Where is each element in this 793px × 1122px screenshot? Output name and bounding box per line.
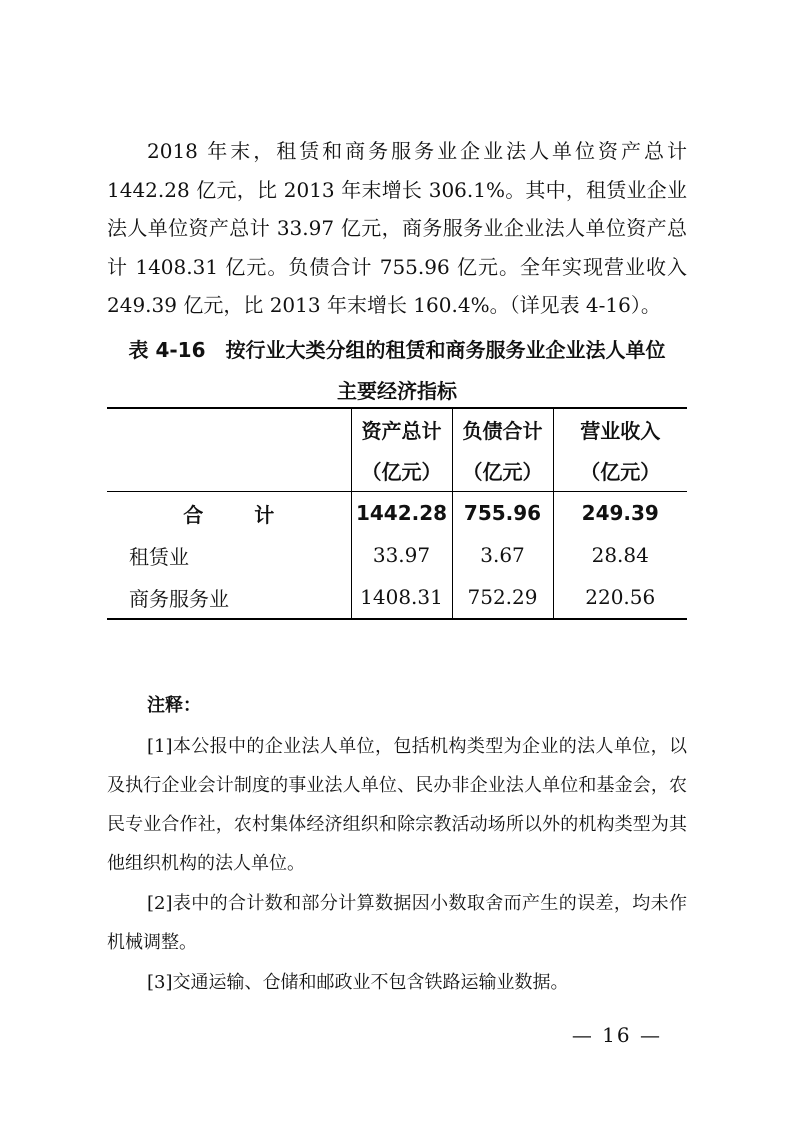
table-row-total	[107, 492, 687, 535]
table-row-leasing	[107, 534, 687, 576]
note-item-3: [3]交通运输、仓储和邮政业不包含铁路运输业数据。	[147, 972, 569, 993]
header-liabilities: 负债合计	[452, 408, 553, 450]
intro-paragraph: 2018 年末，租赁和商务服务业企业法人单位资产总计 1442.28 亿元，比 2013 年末增长 306.1%。其中，租赁业企业法人单位资产总计 33.97 亿元，商务服务业企业法人单位资产总计 1408.31 亿元。负债合计 755.96 亿元。全年实现营业收入 249.39 亿元，比 2013 年末增长 160.4%。（详见表 4-16）。	[107, 139, 687, 317]
unit-revenue: （亿元）	[553, 450, 687, 492]
unit-liabilities: （亿元）	[452, 450, 553, 492]
row-label-total: 合 计	[107, 492, 351, 535]
cell-total-liabilities: 755.96	[452, 492, 553, 535]
cell-leasing-assets: 33.97	[351, 534, 452, 576]
notes-heading: 注释：	[147, 695, 201, 716]
table-title-line2: 主要经济指标	[337, 379, 457, 403]
note-item-2: [2]表中的合计数和部分计算数据因小数取舍而产生的误差，均未作机械调整。	[107, 893, 687, 953]
header-corner-cell	[107, 408, 351, 450]
cell-total-revenue: 249.39	[553, 492, 687, 535]
cell-business-liabilities: 752.29	[452, 576, 553, 619]
row-label-leasing: 租赁业	[129, 544, 189, 569]
table-unit-row	[107, 450, 687, 492]
note-item-1: [1]本公报中的企业法人单位，包括机构类型为企业的法人单位，以及执行企业会计制度的事业法人单位、民办非企业法人单位和基金会，农民专业合作社，农村集体经济组织和除宗教活动场所以外的机构类型为其他组织机构的法人单位。	[107, 736, 687, 874]
page-number: — 16 —	[571, 1023, 662, 1047]
unit-corner-cell	[107, 450, 351, 492]
cell-leasing-liabilities: 3.67	[452, 534, 553, 576]
cell-business-revenue: 220.56	[553, 576, 687, 619]
cell-business-assets: 1408.31	[351, 576, 452, 619]
table-row-business-services	[107, 576, 687, 619]
header-assets: 资产总计	[351, 408, 452, 450]
header-revenue: 营业收入	[553, 408, 687, 450]
cell-total-assets: 1442.28	[351, 492, 452, 535]
table-title-line1: 表 4-16 按行业大类分组的租赁和商务服务业企业法人单位	[128, 338, 666, 362]
cell-leasing-revenue: 28.84	[553, 534, 687, 576]
economic-indicators-table	[107, 407, 687, 620]
table-header-row	[107, 408, 687, 450]
unit-assets: （亿元）	[351, 450, 452, 492]
row-label-business-services: 商务服务业	[107, 576, 351, 619]
